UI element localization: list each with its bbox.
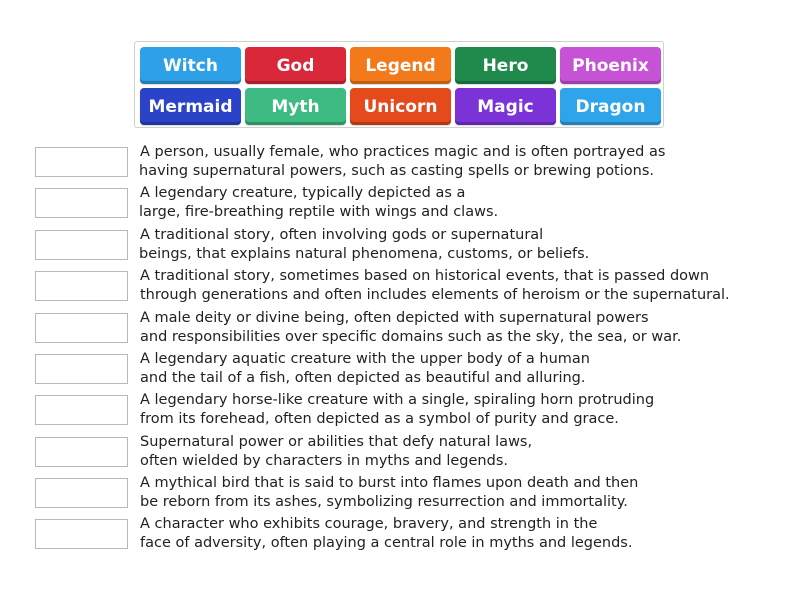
definition-line: and responsibilities over specific domains such as the sky, the sea, or war.: [140, 329, 682, 345]
tile-magic[interactable]: Magic: [455, 88, 556, 125]
definition-line: be reborn from its ashes, symbolizing resurrection and immortality.: [140, 494, 628, 510]
definition-line: A traditional story, often involving gods or supernatural: [140, 227, 544, 243]
tile-unicorn[interactable]: Unicorn: [350, 88, 451, 125]
definition-line: from its forehead, often depicted as a symbol of purity and grace.: [140, 411, 619, 427]
answer-slot-10[interactable]: [35, 519, 128, 549]
definition-9: [140, 474, 790, 512]
definition-line: A legendary creature, typically depicted as a: [140, 185, 466, 201]
answer-slot-1[interactable]: [35, 147, 128, 177]
definition-2: [140, 184, 790, 222]
answer-slot-3[interactable]: [35, 230, 128, 260]
answer-slot-2[interactable]: [35, 188, 128, 218]
answer-slot-7[interactable]: [35, 395, 128, 425]
definition-line: large, fire-breathing reptile with wings and claws.: [139, 204, 499, 220]
tile-mermaid[interactable]: Mermaid: [140, 88, 241, 125]
definition-line: and the tail of a fish, often depicted as beautiful and alluring.: [140, 370, 586, 386]
tile-legend[interactable]: Legend: [350, 47, 451, 84]
answer-slot-8[interactable]: [35, 437, 128, 467]
definition-line: A person, usually female, who practices magic and is often portrayed as: [140, 144, 666, 160]
answer-slot-6[interactable]: [35, 354, 128, 384]
definition-line: often wielded by characters in myths and legends.: [140, 453, 508, 469]
definition-line: A legendary aquatic creature with the upper body of a human: [140, 351, 590, 367]
definition-8: [140, 433, 790, 471]
tile-myth[interactable]: Myth: [245, 88, 346, 125]
answer-slot-4[interactable]: [35, 271, 128, 301]
definition-line: beings, that explains natural phenomena, customs, or beliefs.: [139, 246, 590, 262]
definition-line: Supernatural power or abilities that defy natural laws,: [140, 434, 533, 450]
definition-5: [140, 309, 790, 347]
tile-witch[interactable]: Witch: [140, 47, 241, 84]
tile-dragon[interactable]: Dragon: [560, 88, 661, 125]
definition-line: A legendary horse-like creature with a single, spiraling horn protruding: [140, 392, 655, 408]
tile-god[interactable]: God: [245, 47, 346, 84]
definition-line: A male deity or divine being, often depicted with supernatural powers: [140, 310, 649, 326]
definition-4: [140, 267, 790, 305]
tile-hero[interactable]: Hero: [455, 47, 556, 84]
definition-10: [140, 515, 790, 553]
definition-line: A mythical bird that is said to burst into flames upon death and then: [140, 475, 639, 491]
definition-6: [140, 350, 790, 388]
definition-7: [140, 391, 790, 429]
answer-slot-5[interactable]: [35, 313, 128, 343]
answer-slot-9[interactable]: [35, 478, 128, 508]
definition-line: A character who exhibits courage, bravery, and strength in the: [140, 516, 598, 532]
word-bank: [134, 41, 664, 128]
definition-1: [140, 143, 790, 181]
definition-line: having supernatural powers, such as casting spells or brewing potions.: [139, 163, 654, 179]
definition-line: face of adversity, often playing a central role in myths and legends.: [140, 535, 633, 551]
definition-line: through generations and often includes elements of heroism or the supernatural.: [140, 287, 730, 303]
definition-line: A traditional story, sometimes based on historical events, that is passed down: [140, 268, 710, 284]
definition-3: [140, 226, 790, 264]
tile-phoenix[interactable]: Phoenix: [560, 47, 661, 84]
